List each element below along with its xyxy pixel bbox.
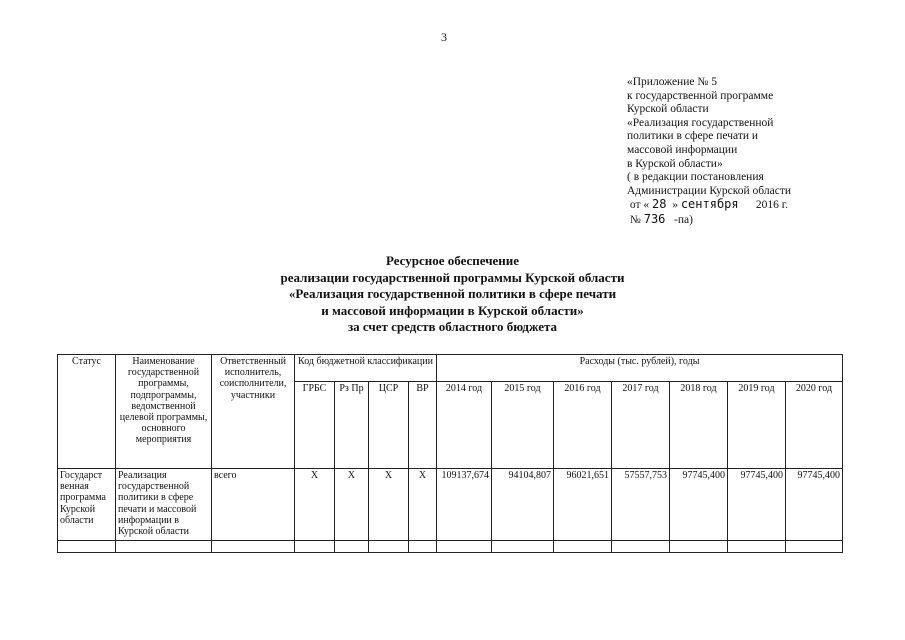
header-name: Наименование государственной программы, подпрограммы, ведомственной целевой программы, основного мероприятия <box>116 355 212 469</box>
empty-cell <box>554 541 612 553</box>
row-code-vr: Х <box>409 469 437 541</box>
table-row-empty <box>58 541 843 553</box>
header-year: 2015 год <box>492 382 554 469</box>
appendix-date-line <box>627 198 791 213</box>
row-value-2015: 94104,807 <box>492 469 554 541</box>
empty-cell <box>212 541 295 553</box>
appendix-line: «Приложение № 5 <box>627 76 717 88</box>
appendix-line: к государственной программе <box>627 89 774 102</box>
row-code-rzpr: Х <box>335 469 369 541</box>
appendix-line: политики в сфере печати и <box>627 130 759 143</box>
date-year: 2016 г. <box>755 199 789 212</box>
empty-cell <box>335 541 369 553</box>
row-value-2014: 109137,674 <box>437 469 492 541</box>
table-row <box>58 469 843 541</box>
header-year: 2017 год <box>612 382 670 469</box>
header-year: 2014 год <box>437 382 492 469</box>
header-year: 2019 год <box>728 382 786 469</box>
title-line: и массовой информации в Курской области» <box>321 302 584 318</box>
page-number: 3 <box>441 30 447 44</box>
header-expenses: Расходы (тыс. рублей), годы <box>437 355 843 382</box>
row-value-2018: 97745,400 <box>670 469 728 541</box>
empty-cell <box>492 541 554 553</box>
date-day: 28 <box>652 197 667 212</box>
header-vr: ВР <box>409 382 437 469</box>
empty-cell <box>612 541 670 553</box>
appendix-line: в Курской области» <box>627 157 723 170</box>
appendix-line: массовой информации <box>627 143 738 156</box>
title-line: «Реализация государственной политики в сфере печати <box>288 286 617 301</box>
empty-cell <box>369 541 409 553</box>
row-executor: всего <box>212 469 295 541</box>
row-code-csr: Х <box>369 469 409 541</box>
row-value-2016: 96021,651 <box>554 469 612 541</box>
empty-cell <box>670 541 728 553</box>
header-rzpr: Рз Пр <box>335 382 369 469</box>
empty-cell <box>295 541 335 553</box>
row-name: Реализация государственной политики в сфере печати и массовой информации в Курской области <box>116 469 212 541</box>
appendix-line: ( в редакции постановления <box>627 171 764 184</box>
document-title <box>0 253 905 336</box>
appendix-line: «Реализация государственной <box>627 116 774 129</box>
row-status: Государст венная программа Курской области <box>58 469 116 541</box>
header-grbs: ГРБС <box>295 382 335 469</box>
header-year: 2016 год <box>554 382 612 469</box>
empty-cell <box>58 541 116 553</box>
date-mid: » <box>672 199 678 212</box>
empty-cell <box>728 541 786 553</box>
empty-cell <box>409 541 437 553</box>
header-year: 2018 год <box>670 382 728 469</box>
appendix-line: Курской области <box>627 103 709 116</box>
title-line: реализации государственной программы Курской области <box>280 269 625 285</box>
row-value-2019: 97745,400 <box>728 469 786 541</box>
header-csr: ЦСР <box>369 382 409 469</box>
empty-cell <box>437 541 492 553</box>
header-status: Статус <box>58 355 116 469</box>
header-budget-code: Код бюджетной классификации <box>295 355 437 382</box>
row-code-grbs: Х <box>295 469 335 541</box>
resource-table <box>57 354 843 553</box>
appendix-block <box>627 76 791 228</box>
appendix-line: Администрации Курской области <box>627 184 791 197</box>
empty-cell <box>116 541 212 553</box>
date-month: сентября <box>680 197 739 212</box>
row-value-2017: 57557,753 <box>612 469 670 541</box>
empty-cell <box>786 541 843 553</box>
number-value: 736 <box>643 211 666 226</box>
header-executor: Ответственный исполнитель, соисполнители, участники <box>212 355 295 469</box>
number-prefix: № <box>629 213 641 226</box>
number-suffix: -па) <box>674 213 693 226</box>
row-value-2020: 97745,400 <box>786 469 843 541</box>
appendix-number-line <box>627 213 791 228</box>
title-line: Ресурсное обеспечение <box>385 253 520 268</box>
title-line: за счет средств областного бюджета <box>347 319 558 334</box>
date-prefix: от « <box>629 199 650 212</box>
header-year: 2020 год <box>786 382 843 469</box>
